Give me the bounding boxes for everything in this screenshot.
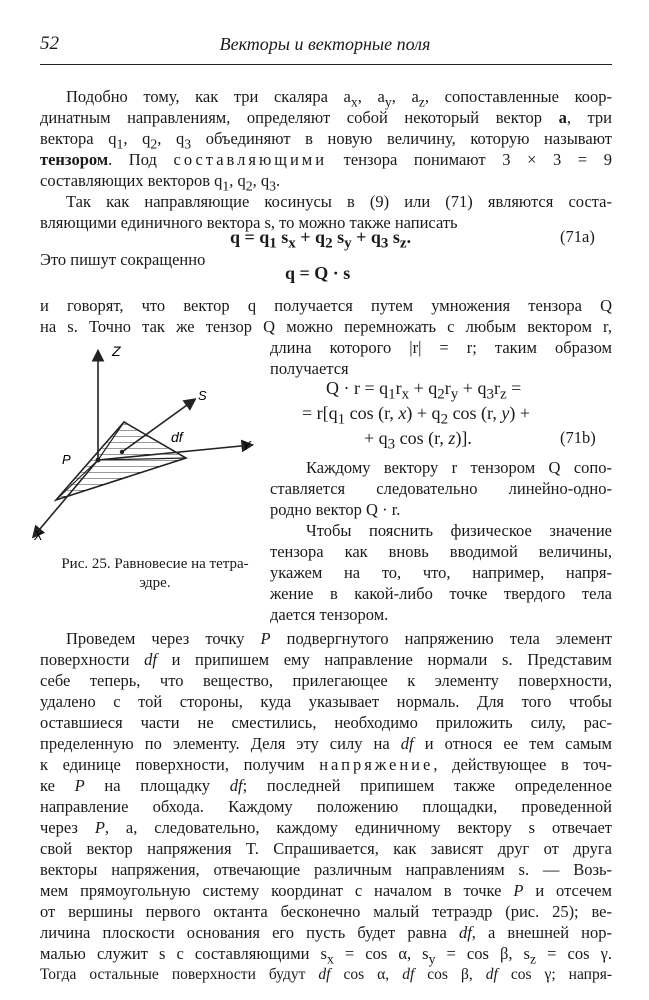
text-line: через P, а, следовательно, каждому единичному вектору s отвечает xyxy=(40,818,612,837)
surface-point xyxy=(120,450,124,454)
text-line: ке P на площадку df; последней припишем также определенное xyxy=(40,776,612,795)
text-line: свой вектор напряжения T. Спрашивается, как зависят друг от друга xyxy=(40,839,612,858)
tetrahedron-figure xyxy=(26,340,266,545)
text-line: родно вектор Q · r. xyxy=(270,500,401,519)
text-line: направление обхода. Каждому положению площадки, проведенной xyxy=(40,797,612,816)
text-line: укажем на то, что, например, напря- xyxy=(270,563,612,582)
text-line: малью служит s с составляющими $s_x = \cos \alpha$, $s_y = \cos \beta$, $s_z = \cos \gamma$. xyxy=(40,944,613,967)
text-line: к единице поверхности, получим напряжение, действующее в точ- xyxy=(40,755,613,774)
text-line: вектора $q_1$, $q_2$, $q_3$ объединяют в новую величину, которую называют xyxy=(40,129,613,152)
text-line: вляющими единичного вектора s, то можно также написать xyxy=(40,213,458,232)
text-line: динатным направлениям, определяют собой некоторый вектор a, три xyxy=(40,108,612,127)
equation-71b-line: = $r[q_1$ cos (r, $x) + q_2$ cos (r, y) + xyxy=(302,403,530,428)
page-number: 52 xyxy=(40,33,59,54)
text-line: ставляется следовательно линейно-одно- xyxy=(270,479,612,498)
text-line: и говорят, что вектор q получается путем умножения тензора Q xyxy=(40,296,612,315)
text-line: Это пишут сокращенно xyxy=(40,250,206,269)
text-line: получается xyxy=(270,359,349,378)
label-s: S xyxy=(198,388,207,403)
text-line: Каждому вектору r тензором Q сопо- xyxy=(306,458,612,477)
equation-71a: $q = q_1$ $s_x + q_2$ $s_y + q_3$ $s_z$. xyxy=(230,227,412,252)
text-line: на s. Точно так же тензор Q можно перемножать с любым вектором r, xyxy=(40,317,612,336)
figure-caption: Рис. 25. Равновесие на тетра- эдре. xyxy=(61,556,249,591)
text-line: составляющих векторов $q_1$, $q_2$, $q_3$. xyxy=(40,171,281,194)
text-line: Подобно тому, как три скаляра $a_x$, $a_y$, $a_z$, сопоставленные коор- xyxy=(66,87,612,110)
equation-71b-label: (71b) xyxy=(560,428,596,447)
page-header xyxy=(40,33,610,61)
running-title: Векторы и векторные поля xyxy=(219,34,431,54)
equation-71b-line: $Q \cdot r = q_1r_x + q_2r_y + q_3r_z$ = xyxy=(326,378,522,403)
label-p: P xyxy=(62,452,71,467)
text-line: длина которого |r| = r; таким образом xyxy=(270,338,612,357)
equation-71a-label: (71a) xyxy=(560,227,595,246)
text-line: тензора как вновь вводимой величины, xyxy=(270,542,612,561)
label-df: df xyxy=(171,429,183,445)
text-line: пределенную по элементу. Деля эту силу на df и относя ее тем самым xyxy=(40,734,612,753)
text-line: себе теперь, что вещество, прилегающее к элементу поверхности, xyxy=(40,671,612,690)
text-line: жение в какой-либо точке твердого тела xyxy=(270,584,612,603)
text-line: Проведем через точку P подвергнутого напряжению тела элемент xyxy=(66,629,613,648)
hatched-face xyxy=(56,422,186,500)
text-line: Тогда остальные поверхности будут df cos α, df cos β, df cos γ; напря- xyxy=(40,966,612,983)
text-line: Так как направляющие косинусы в (9) или (71) являются соста- xyxy=(66,192,612,211)
text-line: мем прямоугольную систему координат с началом в точке P и отсечем xyxy=(40,881,612,900)
text-line: личина плоскости основания его пусть будет равна df, а внешней нор- xyxy=(40,923,612,942)
label-z: Z xyxy=(112,343,121,359)
text-line: оставшиеся части не сместились, необходимо приложить силу, рас- xyxy=(40,713,612,732)
text-line: от вершины первого октанта бесконечно малый тетраэдр (рис. 25); ве- xyxy=(40,902,612,921)
text-line: векторы напряжения, отвечающие различным направлениям s. — Возь- xyxy=(40,860,612,879)
equation-short: q = Q · s xyxy=(285,263,351,283)
label-y: Y xyxy=(242,438,251,453)
equation-71b-line: + $q_3$ cos (r, z)]. xyxy=(364,428,472,453)
text-line: тензором. Под составляющими тензора понимают 3 × 3 = 9 xyxy=(40,150,612,169)
origin-point xyxy=(96,458,101,463)
text-line: дается тензором. xyxy=(270,605,389,624)
text-line: поверхности df и припишем ему направление нормали s. Представим xyxy=(40,650,612,669)
text-line: Чтобы пояснить физическое значение xyxy=(306,521,612,540)
label-x: X xyxy=(34,528,43,543)
text-line: удалено с той стороны, куда указывает нормаль. Для того чтобы xyxy=(40,692,612,711)
header-rule xyxy=(40,64,612,65)
